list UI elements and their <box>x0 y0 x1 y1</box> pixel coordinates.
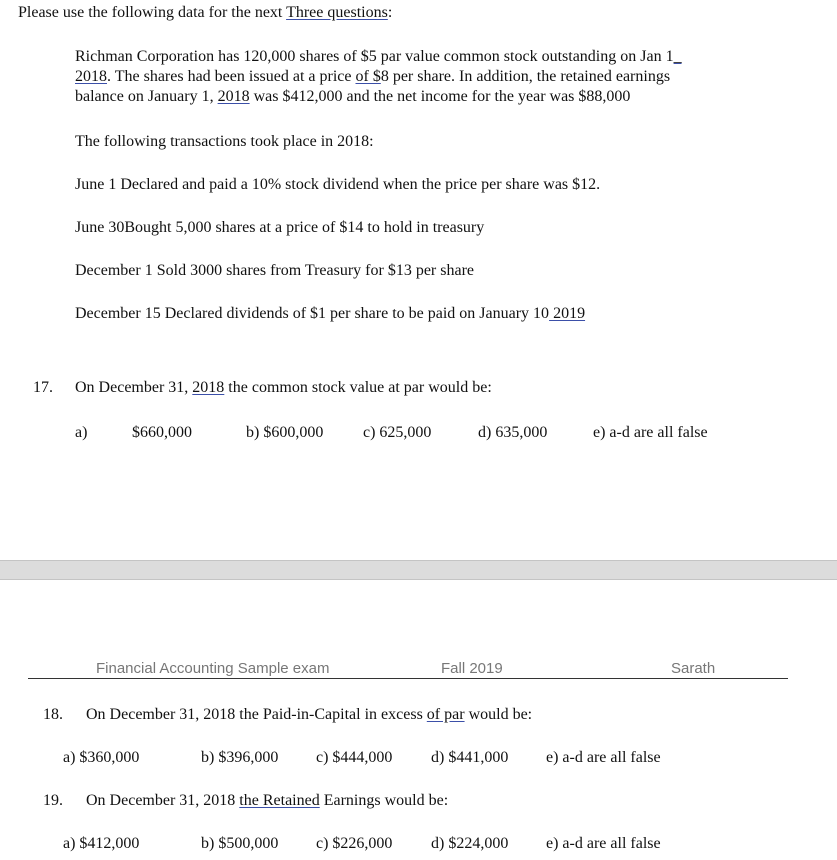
transaction-text: December 15 Declared dividends of $1 per share to be paid on January 10 <box>75 305 550 322</box>
transaction-december-1 <box>75 261 474 281</box>
transactions-heading: The following transactions took place in 2018: <box>75 133 374 150</box>
instruction-line <box>18 3 392 23</box>
q17-option-c[interactable]: c) 625,000 <box>363 424 432 441</box>
transaction-text: December 1 Sold 3000 shares from Treasury for $13 per share <box>75 262 475 279</box>
footer-rule <box>28 678 788 679</box>
q18-underlined: of par <box>426 706 465 723</box>
scenario-text: Richman Corporation has 120,000 shares of $5 par value common stock outstanding on Jan 1 <box>75 48 674 65</box>
q19-option-c[interactable]: c) $226,000 <box>316 835 393 852</box>
q19-option-d[interactable]: d) $224,000 <box>431 835 509 852</box>
q17-date: 2018 <box>192 379 225 396</box>
q19-text <box>86 791 448 811</box>
scenario-line-3 <box>75 87 630 107</box>
q19-option-e[interactable]: e) a-d are all false <box>546 835 661 852</box>
q19-underlined: the Retained <box>239 792 320 809</box>
scenario-date: 2018 <box>75 68 107 85</box>
transaction-june-1: June 1 Declared and paid a 10% stock dividend when the price per share was $12. <box>75 176 601 193</box>
q18-option-a[interactable]: a) $360,000 <box>63 749 140 766</box>
instruction-prefix: Please use the following data for the next <box>18 4 287 21</box>
instruction-underlined: Three questions <box>286 4 388 21</box>
q18-option-b[interactable]: b) $396,000 <box>201 749 279 766</box>
q18-text-part: On December 31, 2018 the Paid-in-Capital in excess <box>86 706 427 723</box>
scenario-text: was $412,000 and the net income for the year was $88,000 <box>249 88 631 105</box>
q18-number: 18. <box>43 706 63 723</box>
q19-option-a[interactable]: a) $412,000 <box>63 835 140 852</box>
scenario-underlined: of $ <box>355 68 381 85</box>
scenario-line-2 <box>75 67 670 87</box>
q17-text-part: the common stock value at par would be: <box>224 379 492 396</box>
transaction-june-30: June 30Bought 5,000 shares at a price of $14 to hold in treasury <box>75 219 485 236</box>
scenario-line-1 <box>75 47 682 67</box>
q19-number: 19. <box>43 792 63 809</box>
scenario-text: 8 per share. In addition, the retained earnings <box>380 68 671 85</box>
q19-text-part: Earnings would be: <box>319 792 449 809</box>
scenario-text: . The shares had been issued at a price <box>107 68 356 85</box>
q17-option-b[interactable]: b) $600,000 <box>246 424 324 441</box>
q17-option-d[interactable]: d) 635,000 <box>478 424 548 441</box>
q17-number: 17. <box>33 379 53 396</box>
q18-option-c[interactable]: c) $444,000 <box>316 749 393 766</box>
scenario-date: 2018 <box>217 88 250 105</box>
q17-option-a[interactable]: $660,000 <box>132 424 192 441</box>
footer-author: Sarath <box>671 660 716 677</box>
scenario-text: balance on January 1, <box>75 88 218 105</box>
q17-text <box>75 378 492 398</box>
scenario-mark: _ <box>673 48 682 65</box>
transaction-december-15 <box>75 304 585 324</box>
footer-term: Fall 2019 <box>441 660 503 677</box>
instruction-suffix: : <box>387 4 393 21</box>
page-separator <box>0 560 837 580</box>
q18-option-e[interactable]: e) a-d are all false <box>546 749 661 766</box>
q17-option-e[interactable]: e) a-d are all false <box>593 424 708 441</box>
q18-option-d[interactable]: d) $441,000 <box>431 749 509 766</box>
q17-option-a-letter[interactable]: a) <box>75 424 88 441</box>
q18-text <box>86 705 532 725</box>
q17-text-part: On December 31, <box>75 379 193 396</box>
footer-course: Financial Accounting Sample exam <box>96 660 330 677</box>
q18-text-part: would be: <box>464 706 533 723</box>
q19-option-b[interactable]: b) $500,000 <box>201 835 279 852</box>
transaction-date: 2019 <box>549 305 586 322</box>
q19-text-part: On December 31, 2018 <box>86 792 240 809</box>
